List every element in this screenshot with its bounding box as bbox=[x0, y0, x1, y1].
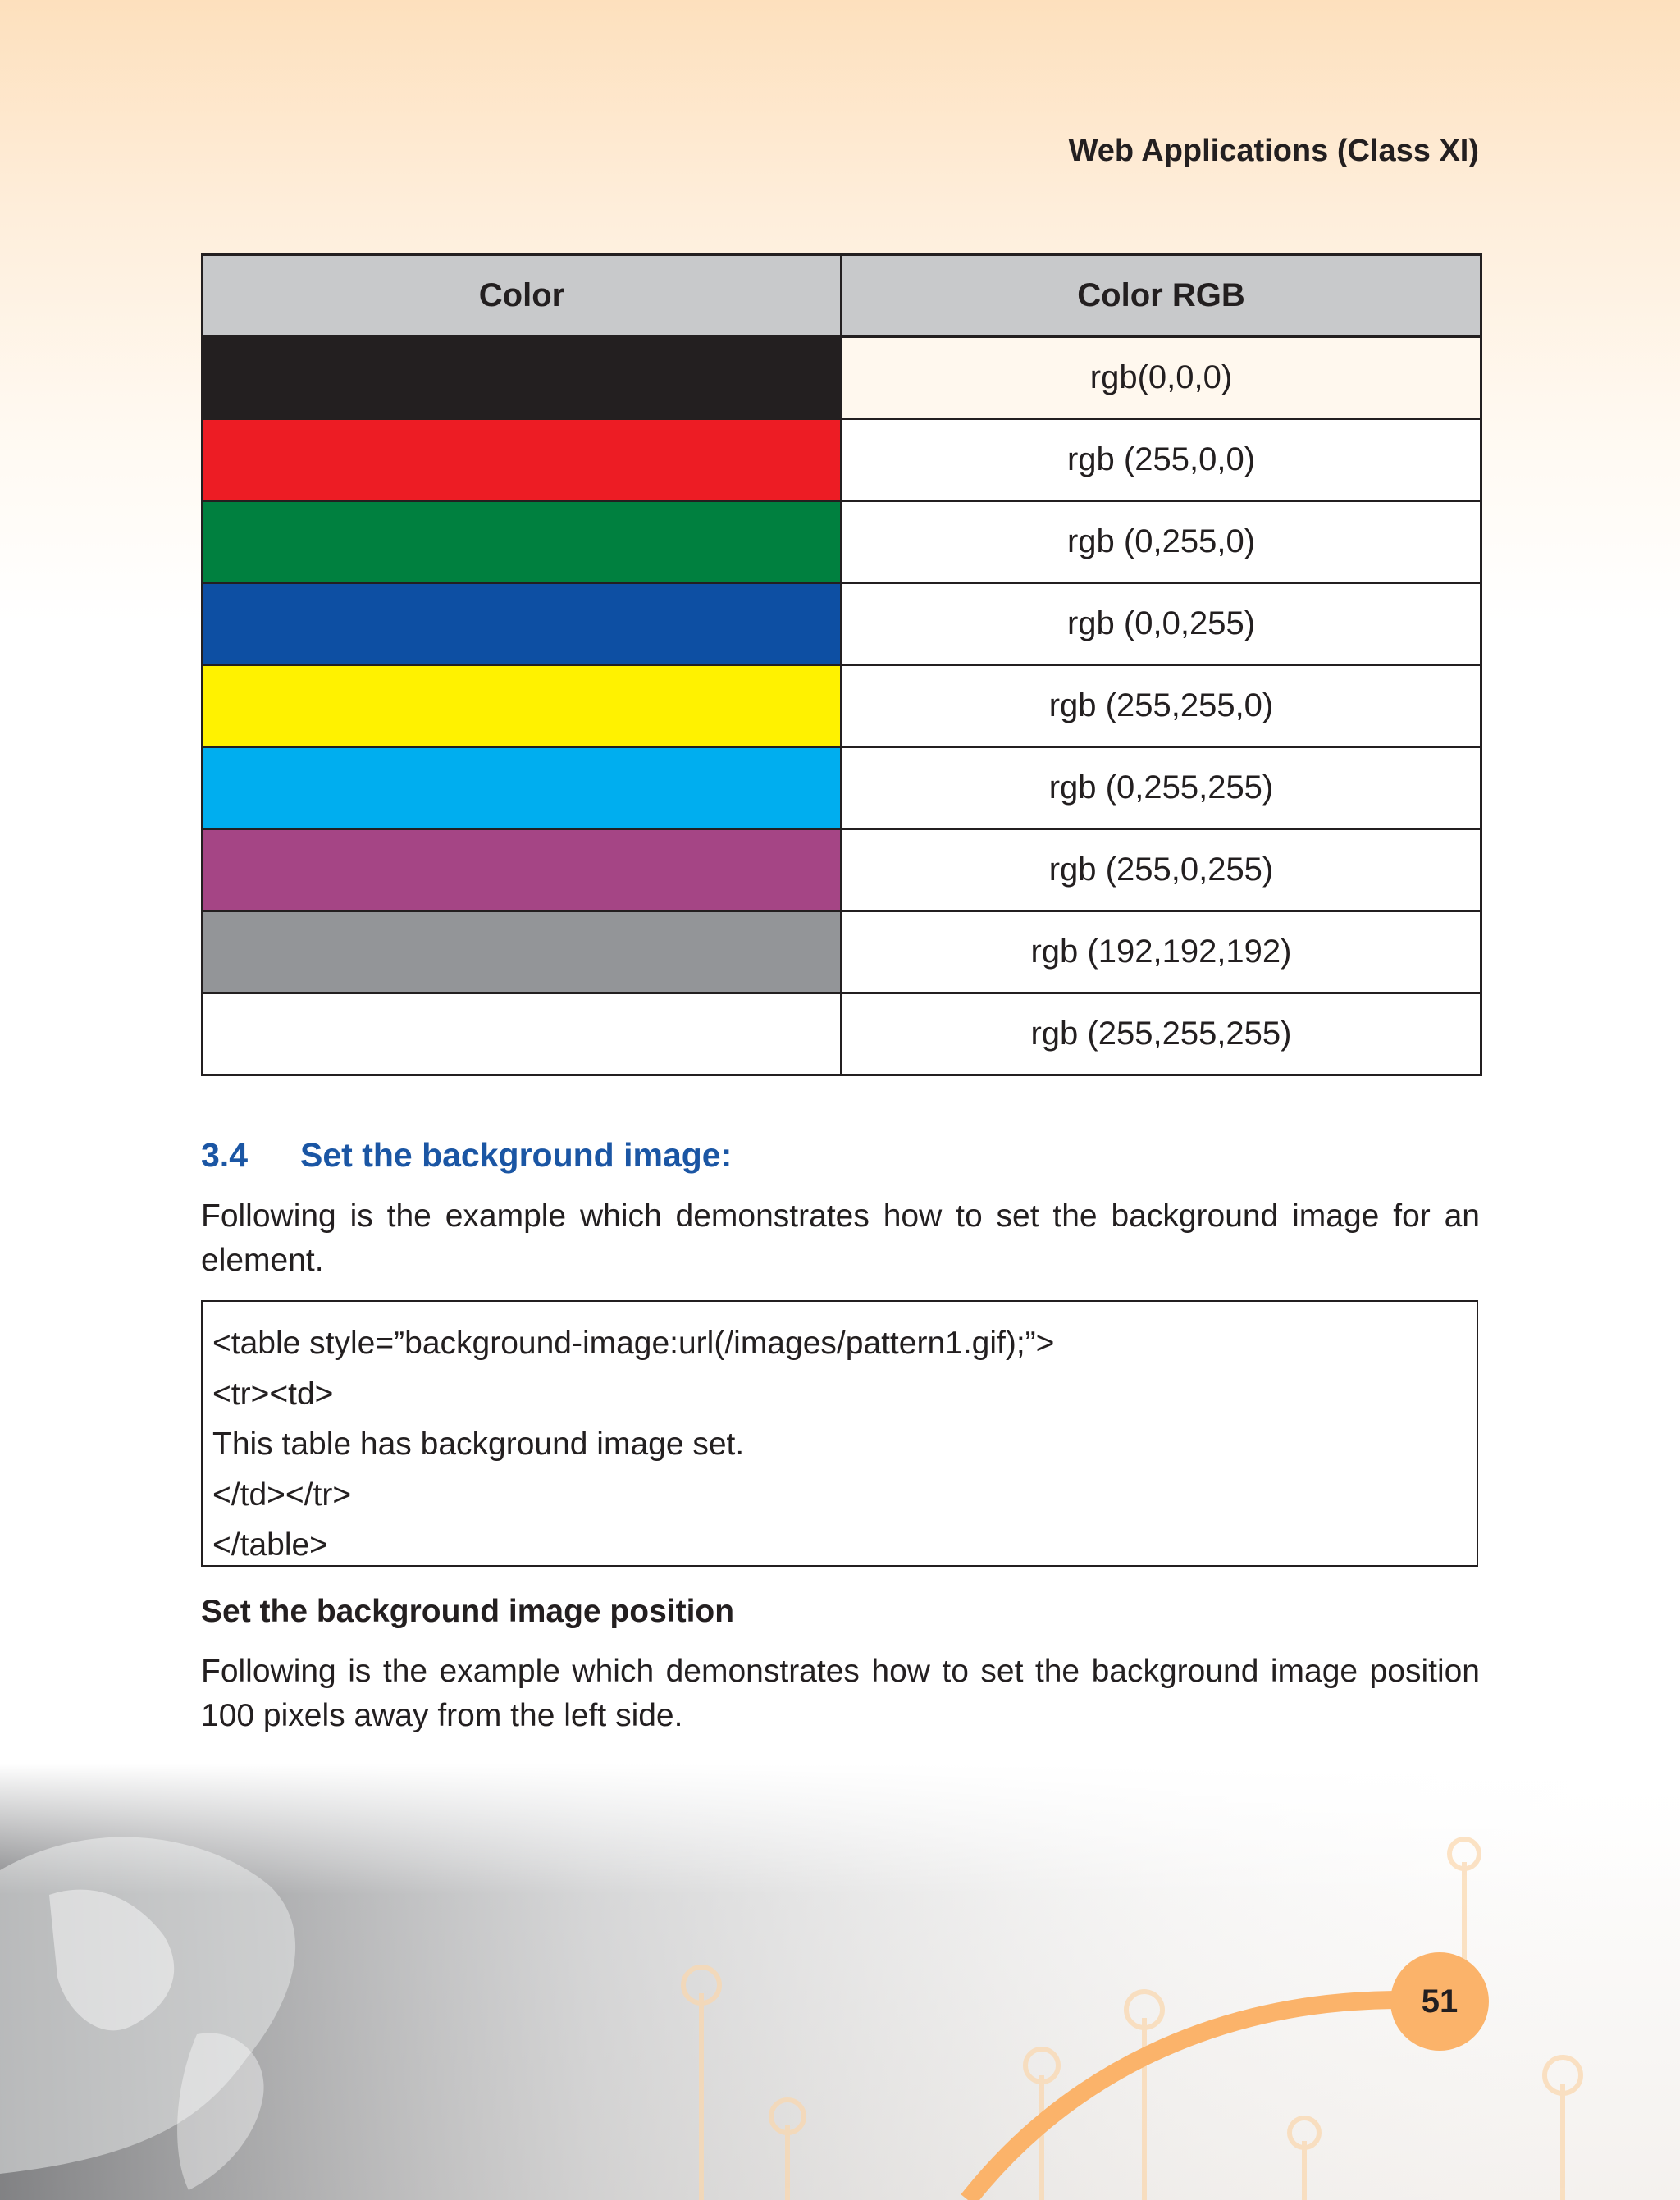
color-swatch bbox=[203, 501, 842, 583]
table-header-row bbox=[203, 255, 1481, 337]
rgb-value: rgb (255,255,0) bbox=[842, 665, 1481, 747]
table-row bbox=[203, 665, 1481, 747]
color-swatch bbox=[203, 419, 842, 501]
table-row bbox=[203, 501, 1481, 583]
rgb-value: rgb (0,255,255) bbox=[842, 747, 1481, 829]
subsection-heading: Set the background image position bbox=[201, 1594, 735, 1629]
section-number: 3.4 bbox=[201, 1136, 248, 1174]
color-swatch bbox=[203, 665, 842, 747]
running-header: Web Applications (Class XI) bbox=[1068, 134, 1479, 168]
code-line: <table style=”background-image:url(/images/pattern1.gif);”> bbox=[212, 1326, 1055, 1361]
color-swatch bbox=[203, 337, 842, 419]
color-swatch bbox=[203, 911, 842, 993]
page-number: 51 bbox=[1390, 1952, 1489, 2051]
table-row bbox=[203, 583, 1481, 665]
rgb-value: rgb (0,255,0) bbox=[842, 501, 1481, 583]
color-swatch bbox=[203, 829, 842, 911]
color-column-header: Color bbox=[203, 255, 842, 337]
table-row bbox=[203, 747, 1481, 829]
color-swatch bbox=[203, 583, 842, 665]
table-row bbox=[203, 337, 1481, 419]
rgb-value: rgb(0,0,0) bbox=[842, 337, 1481, 419]
rgb-value: rgb (255,0,0) bbox=[842, 419, 1481, 501]
section-heading bbox=[201, 1136, 732, 1175]
code-line: This table has background image set. bbox=[212, 1426, 745, 1462]
table-row bbox=[203, 419, 1481, 501]
table-row bbox=[203, 911, 1481, 993]
code-line: </table> bbox=[212, 1527, 328, 1563]
color-swatch bbox=[203, 747, 842, 829]
code-line: <tr><td> bbox=[212, 1376, 334, 1412]
code-example-box bbox=[201, 1300, 1478, 1567]
color-table bbox=[201, 253, 1482, 1076]
section-intro-paragraph: Following is the example which demonstrates how to set the background image for an element. bbox=[201, 1198, 1480, 1278]
rgb-value: rgb (0,0,255) bbox=[842, 583, 1481, 665]
table-row bbox=[203, 829, 1481, 911]
color-swatch bbox=[203, 993, 842, 1075]
subsection-paragraph: Following is the example which demonstrates how to set the background image position 100 pixels away from the left side. bbox=[201, 1654, 1480, 1733]
rgb-column-header: Color RGB bbox=[842, 255, 1481, 337]
rgb-value: rgb (255,0,255) bbox=[842, 829, 1481, 911]
rgb-value: rgb (192,192,192) bbox=[842, 911, 1481, 993]
section-title: Set the background image: bbox=[300, 1136, 733, 1174]
code-line: </td></tr> bbox=[212, 1477, 352, 1513]
table-row bbox=[203, 993, 1481, 1075]
rgb-value: rgb (255,255,255) bbox=[842, 993, 1481, 1075]
